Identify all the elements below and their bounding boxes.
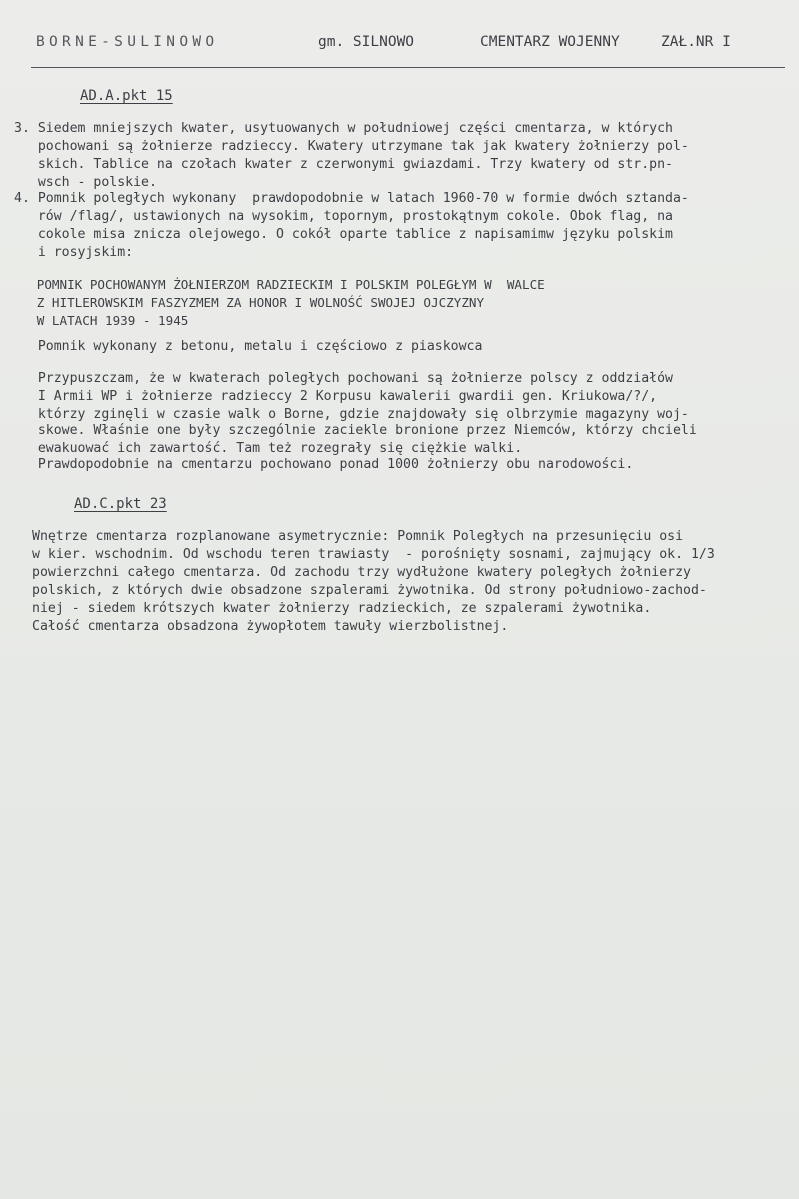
section-c-line: powierzchni całego cmentarza. Od zachodu trzy wydłużone kwatery poległych żołnierzy xyxy=(32,565,691,580)
header-rule xyxy=(31,67,785,68)
inscription-line: POMNIK POCHOWANYM ŻOŁNIERZOM RADZIECKIM I POLSKIM POLEGŁYM W WALCE xyxy=(14,277,545,292)
paragraph-line: I Armii WP i żołnierze radzieccy 2 Korpusu kawalerii gwardii gen. Kriukowa/?/, xyxy=(14,389,658,404)
section-c-line: w kier. wschodnim. Od wschodu teren trawiasty - porośnięty sosnami, zajmujący ok. 1/3 xyxy=(32,547,715,562)
section-a-line: i rosyjskim: xyxy=(14,245,134,260)
paragraph-line: którzy zginęli w czasie walk o Borne, gdzie znajdowały się olbrzymie magazyny woj- xyxy=(14,407,689,422)
document-header xyxy=(36,34,787,56)
material-note: Pomnik wykonany z betonu, metalu i częściowo z piaskowca xyxy=(14,339,483,354)
section-c-heading: AD.C.pkt 23 xyxy=(74,496,167,512)
paragraph-line: Prawdopodobnie na cmentarzu pochowano ponad 1000 żołnierzy obu narodowości. xyxy=(14,457,634,472)
section-a-line: 3. Siedem mniejszych kwater, usytuowanych w południowej części cmentarza, w których xyxy=(14,121,673,136)
section-a-line: pochowani są żołnierze radzieccy. Kwatery utrzymane tak jak kwatery żołnierzy pol- xyxy=(14,139,689,154)
section-c-line: Całość cmentarza obsadzona żywopłotem tawuły wierzbolistnej. xyxy=(32,619,509,634)
paragraph-line: skowe. Właśnie one były szczególnie zaciekle bronione przez Niemców, którzy chcieli xyxy=(14,423,697,438)
section-a-line: 4. Pomnik poległych wykonany prawdopodobnie w latach 1960-70 w formie dwóch sztanda- xyxy=(14,191,689,206)
header-gmina: gm. SILNOWO xyxy=(318,34,415,50)
header-attachment: ZAŁ.NR I xyxy=(661,34,731,50)
header-place: BORNE-SULINOWO xyxy=(36,34,219,50)
inscription-line: Z HITLEROWSKIM FASZYZMEM ZA HONOR I WOLNOŚĆ SWOJEJ OJCZYZNY xyxy=(14,295,485,310)
header-type: CMENTARZ WOJENNY xyxy=(480,34,620,50)
paragraph-line: ewakuować ich zawartość. Tam też rozegrały się ciężkie walki. xyxy=(14,441,523,456)
section-a-line: wsch - polskie. xyxy=(14,175,157,190)
inscription-line: W LATACH 1939 - 1945 xyxy=(14,313,189,328)
section-a-line: cokole misa znicza olejowego. O cokół oparte tablice z napisamimw języku polskim xyxy=(14,227,673,242)
section-a-line: skich. Tablice na czołach kwater z czerwonymi gwiazdami. Trzy kwatery od str.pn- xyxy=(14,157,673,172)
section-c-line: Wnętrze cmentarza rozplanowane asymetrycznie: Pomnik Poległych na przesunięciu osi xyxy=(32,529,684,544)
paragraph-line: Przypuszczam, że w kwaterach poległych pochowani są żołnierze polscy z oddziałów xyxy=(14,371,673,386)
section-a-line: rów /flag/, ustawionych na wysokim, topornym, prostokątnym cokole. Obok flag, na xyxy=(14,209,673,224)
section-c-line: niej - siedem krótszych kwater żołnierzy radzieckich, ze szpalerami żywotnika. xyxy=(32,601,652,616)
section-c-line: polskich, z których dwie obsadzone szpalerami żywotnika. Od strony południowo-zachod- xyxy=(32,583,707,598)
section-a-heading: AD.A.pkt 15 xyxy=(80,88,173,104)
